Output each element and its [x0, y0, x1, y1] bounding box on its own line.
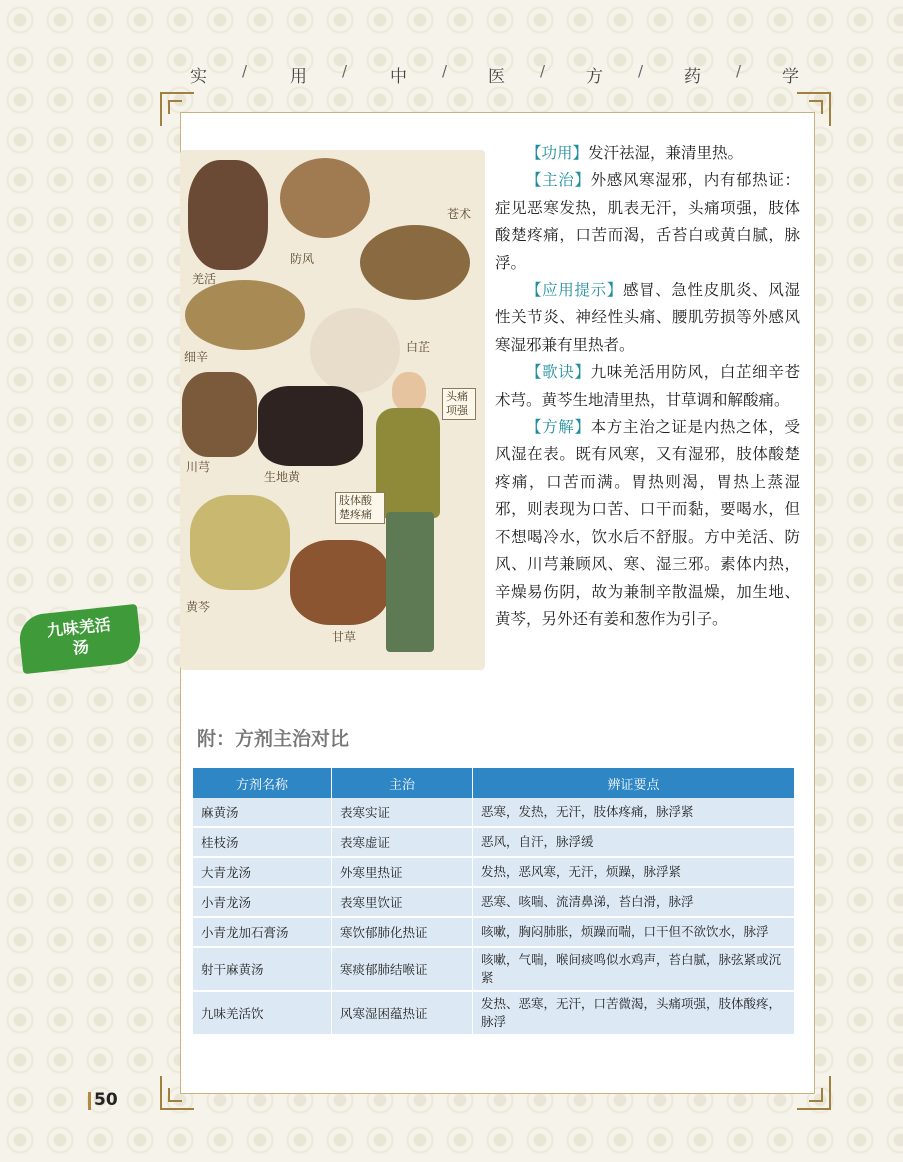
header-char: 学: [782, 67, 799, 87]
header-char: 药: [684, 67, 701, 87]
header-char: 方: [586, 67, 603, 87]
header-char: 实: [190, 67, 207, 87]
frame-corner-ornament: [160, 1076, 194, 1110]
page-number: 50: [94, 1090, 118, 1110]
header-separator: /: [342, 62, 348, 80]
section-key: 【功用】: [526, 144, 589, 162]
section-key: 【歌诀】: [526, 363, 591, 382]
section-text: 本方主治之证是内热之体，受风湿在表。既有风寒，又有湿邪，肢体酸楚疼痛，口苦而满。胃热则渴，胃热上蒸湿邪，则表现为口苦、口干而黏，要喝水，但不想喝冷水，饮水后不舒服。方中羌活、防风、川芎兼顾风、寒、湿三邪。素体内热，辛燥易伤阴，故为兼制辛散温燥，加生地、黄芩，另外还有姜和葱作为引子。: [495, 418, 800, 628]
herb-label: 川芎: [186, 460, 211, 474]
column-header: 主治: [332, 768, 473, 798]
section-key: 【主治】: [526, 171, 591, 190]
table-cell: 恶风，自汗，脉浮缓: [473, 827, 795, 857]
formula-title: 九味羌活汤: [45, 614, 112, 658]
section-key: 【方解】: [526, 418, 591, 437]
qianghuo-image: [188, 160, 268, 270]
table-cell: 咳嗽，胸闷肺胀，烦躁而喘，口干但不欲饮水，脉浮: [473, 917, 795, 947]
section-key: 【应用提示】: [526, 281, 623, 300]
shengdihuang-image: [258, 386, 363, 466]
section-text: 九味羌活用防风，白芷细辛苍术芎。黄芩生地清里热，甘草调和解酸痛。: [495, 363, 800, 409]
frame-corner-ornament: [797, 1076, 831, 1110]
man-trousers: [386, 512, 434, 652]
section-analysis: [495, 414, 800, 633]
table-row: [193, 857, 795, 887]
table-cell: 表寒实证: [332, 798, 473, 827]
column-header: 方剂名称: [193, 768, 332, 798]
section-verse: [495, 359, 800, 414]
herb-label: 黄芩: [186, 600, 211, 614]
baizhi-image: [310, 308, 400, 393]
callout-limb-pain: 肢体酸楚疼痛: [335, 492, 385, 524]
table-row: [193, 827, 795, 857]
comparison-table: [193, 768, 795, 1036]
table-cell: 表寒虚证: [332, 827, 473, 857]
table-row: [193, 887, 795, 917]
herb-label: 生地黄: [264, 470, 301, 484]
gancao-image: [290, 540, 390, 625]
table-cell: 发热、恶寒，无汗，口苦微渴，头痛项强，肢体酸疼，脉浮: [473, 991, 795, 1035]
man-jacket: [376, 408, 440, 518]
formula-title-leaf: [17, 604, 142, 674]
table-cell: 恶寒、咳喘、流清鼻涕，苔白滑，脉浮: [473, 887, 795, 917]
table-row: [193, 798, 795, 827]
header-separator: /: [638, 62, 644, 80]
table-cell: 咳嗽，气喘，喉间痰鸣似水鸡声，苔白腻，脉弦紧或沉紧: [473, 947, 795, 991]
table-cell: 麻黄汤: [193, 798, 332, 827]
section-indication: [495, 167, 800, 277]
table-cell: 小青龙加石膏汤: [193, 917, 332, 947]
table-cell: 桂枝汤: [193, 827, 332, 857]
header-separator: /: [242, 62, 248, 80]
herb-label: 白芷: [406, 340, 431, 354]
man-head: [392, 372, 426, 412]
table-cell: 射干麻黄汤: [193, 947, 332, 991]
table-cell: 表寒里饮证: [332, 887, 473, 917]
table-cell: 寒痰郁肺结喉证: [332, 947, 473, 991]
frame-corner-ornament: [160, 92, 194, 126]
header-char: 医: [488, 67, 505, 87]
header-separator: /: [736, 62, 742, 80]
xixin-image: [185, 280, 305, 350]
cangzhu-image: [360, 225, 470, 300]
table-cell: 发热，恶风寒，无汗，烦躁，脉浮紧: [473, 857, 795, 887]
table-cell: 风寒湿困蕴热证: [332, 991, 473, 1035]
fangfeng-image: [280, 158, 370, 238]
herb-illustration: [180, 150, 485, 670]
header-separator: /: [442, 62, 448, 80]
table-cell: 恶寒，发热，无汗，肢体疼痛，脉浮紧: [473, 798, 795, 827]
formula-description: [495, 140, 800, 633]
chuanxiong-image: [182, 372, 257, 457]
column-header: 辨证要点: [473, 768, 795, 798]
section-text: 感冒、急性皮肌炎、风湿性关节炎、神经性头痛、腰肌劳损等外感风寒湿邪兼有里热者。: [495, 281, 800, 354]
running-header: [150, 62, 830, 86]
section-text: 发汗祛湿，兼清里热。: [588, 144, 744, 162]
comparison-heading: 附：方剂主治对比: [197, 728, 350, 750]
header-char: 用: [290, 67, 307, 87]
herb-label: 苍术: [447, 207, 472, 221]
frame-corner-ornament: [797, 92, 831, 126]
huangqin-image: [190, 495, 290, 590]
herb-label: 细辛: [184, 350, 209, 364]
table-cell: 寒饮郁肺化热证: [332, 917, 473, 947]
table-row: [193, 947, 795, 991]
header-separator: /: [540, 62, 546, 80]
section-application: [495, 277, 800, 359]
header-char: 中: [390, 67, 407, 87]
table-cell: 九味羌活饮: [193, 991, 332, 1035]
table-cell: 小青龙汤: [193, 887, 332, 917]
herb-label: 甘草: [332, 630, 357, 644]
table-header-row: [193, 768, 795, 798]
table-row: [193, 917, 795, 947]
table-row: [193, 991, 795, 1035]
herb-label: 防风: [290, 252, 315, 266]
table-cell: 大青龙汤: [193, 857, 332, 887]
herb-label: 羌活: [192, 272, 217, 286]
callout-headache: 头痛项强: [442, 388, 476, 420]
table-cell: 外寒里热证: [332, 857, 473, 887]
page-number-bar: [88, 1092, 91, 1110]
section-function: [495, 140, 800, 167]
section-text: 外感风寒湿邪，内有郁热证：症见恶寒发热，肌表无汗，头痛项强，肢体酸楚疼痛，口苦而渴，舌苔白或黄白腻，脉浮。: [495, 171, 800, 272]
